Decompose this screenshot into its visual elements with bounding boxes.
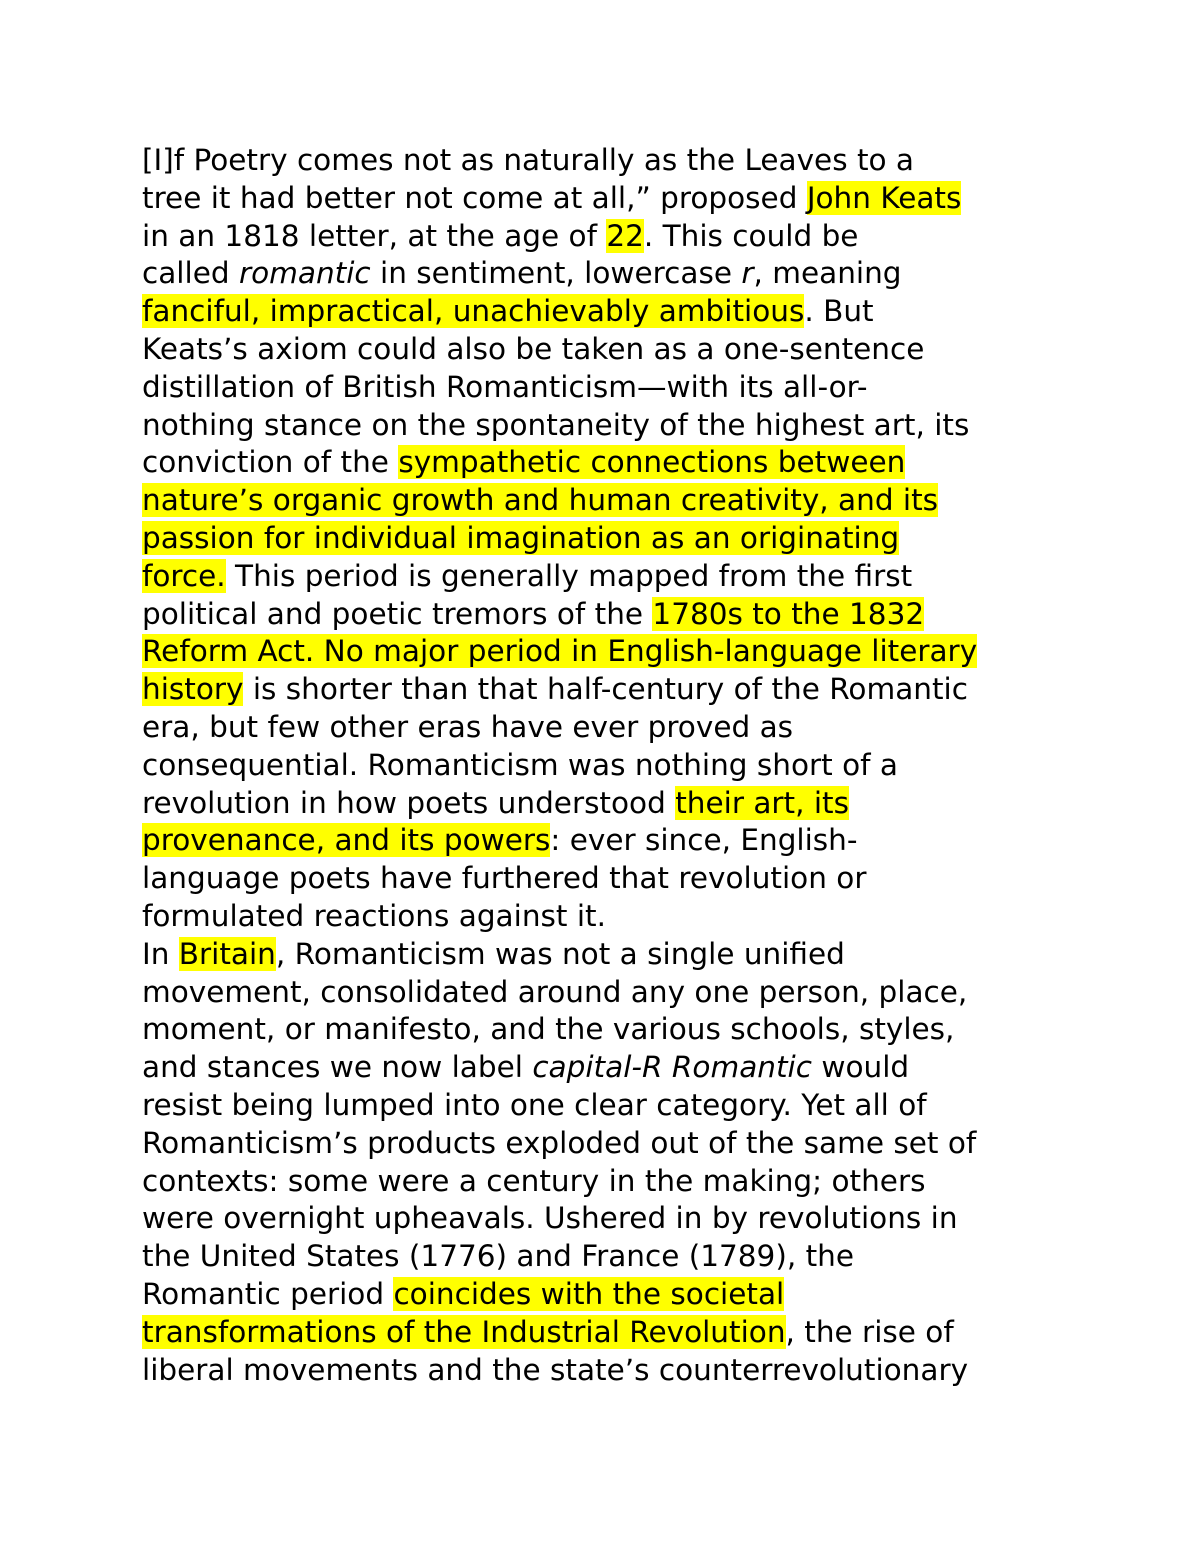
text-line: [I]f Poetry comes not as naturally as the Leaves to a <box>142 143 915 177</box>
text-line: liberal movements and the state’s counterrevolutionary <box>142 1352 969 1387</box>
italic-text: capital-R Romantic <box>532 1050 812 1085</box>
text-line: resist being lumped into one clear category. Yet all of <box>142 1087 927 1122</box>
document-body <box>142 142 1082 1389</box>
highlighted-text: sympathetic connections between <box>398 445 906 480</box>
italic-text: r <box>741 256 754 291</box>
text-line: and stances we now label capital-R Romantic would <box>142 1050 910 1085</box>
text-line: distillation of British Romanticism—with its all-or- <box>142 369 868 404</box>
text-line: movement, consolidated around any one person, place, <box>142 974 968 1009</box>
highlighted-text: transformations of the Industrial Revolution <box>142 1314 786 1349</box>
highlighted-text: their art, its <box>675 785 849 820</box>
highlighted-text: 1780s to the 1832 <box>652 596 925 631</box>
text-line <box>142 482 1082 520</box>
highlighted-text: nature’s organic growth and human creativity, and its <box>142 483 939 518</box>
text-line: conviction of the sympathetic connections between <box>142 445 906 480</box>
text-line: were overnight upheavals. Ushered in by revolutions in <box>142 1201 958 1236</box>
text-line: the United States (1776) and France (1789), the <box>142 1239 855 1274</box>
text-line: history is shorter than that half-century of the Romantic <box>142 672 968 707</box>
text-line: Keats’s axiom could also be taken as a one-sentence <box>142 331 925 366</box>
text-line <box>142 633 1082 671</box>
text-line: revolution in how poets understood their art, its <box>142 785 849 820</box>
highlighted-text: fanciful, impractical, unachievably ambitious <box>142 294 805 329</box>
text-line: moment, or manifesto, and the various schools, styles, <box>142 1012 955 1047</box>
highlighted-text: history <box>142 672 244 707</box>
text-line: In Britain, Romanticism was not a single unified <box>142 936 845 971</box>
text-line: language poets have furthered that revolution or <box>142 861 867 896</box>
paragraph-1 <box>142 142 1082 936</box>
text-line <box>142 520 1082 558</box>
text-line: transformations of the Industrial Revolution, the rise of <box>142 1314 954 1349</box>
highlighted-text: 22 <box>606 218 644 253</box>
italic-text: romantic <box>238 256 371 291</box>
text-line: fanciful, impractical, unachievably ambitious. But <box>142 294 874 329</box>
highlighted-text: Britain <box>178 936 276 971</box>
text-line: tree it had better not come at all,” proposed John Keats <box>142 180 962 215</box>
highlighted-text: passion for individual imagination as an originating <box>142 520 900 555</box>
text-line: called romantic in sentiment, lowercase r, meaning <box>142 256 902 291</box>
highlighted-text: John Keats <box>806 180 962 215</box>
highlighted-text: force. <box>142 558 226 593</box>
highlighted-text: coincides with the societal <box>393 1276 785 1311</box>
text-line: Romantic period coincides with the societal <box>142 1276 785 1311</box>
text-line: in an 1818 letter, at the age of 22. This could be <box>142 218 859 253</box>
text-line: contexts: some were a century in the making; others <box>142 1163 926 1198</box>
text-line: political and poetic tremors of the 1780s to the 1832 <box>142 596 925 631</box>
text-line: consequential. Romanticism was nothing short of a <box>142 747 898 782</box>
text-line: force. This period is generally mapped from the first <box>142 558 913 593</box>
text-line: provenance, and its powers: ever since, English- <box>142 823 858 858</box>
highlighted-text: Reform Act. No major period in English-language literary <box>142 634 978 669</box>
text-line: formulated reactions against it. <box>142 898 606 933</box>
highlighted-text: provenance, and its powers <box>142 823 551 858</box>
text-line: nothing stance on the spontaneity of the highest art, its <box>142 407 970 442</box>
text-line: Romanticism’s products exploded out of the same set of <box>142 1125 977 1160</box>
paragraph-2 <box>142 936 1082 1390</box>
text-line: era, but few other eras have ever proved as <box>142 709 794 744</box>
